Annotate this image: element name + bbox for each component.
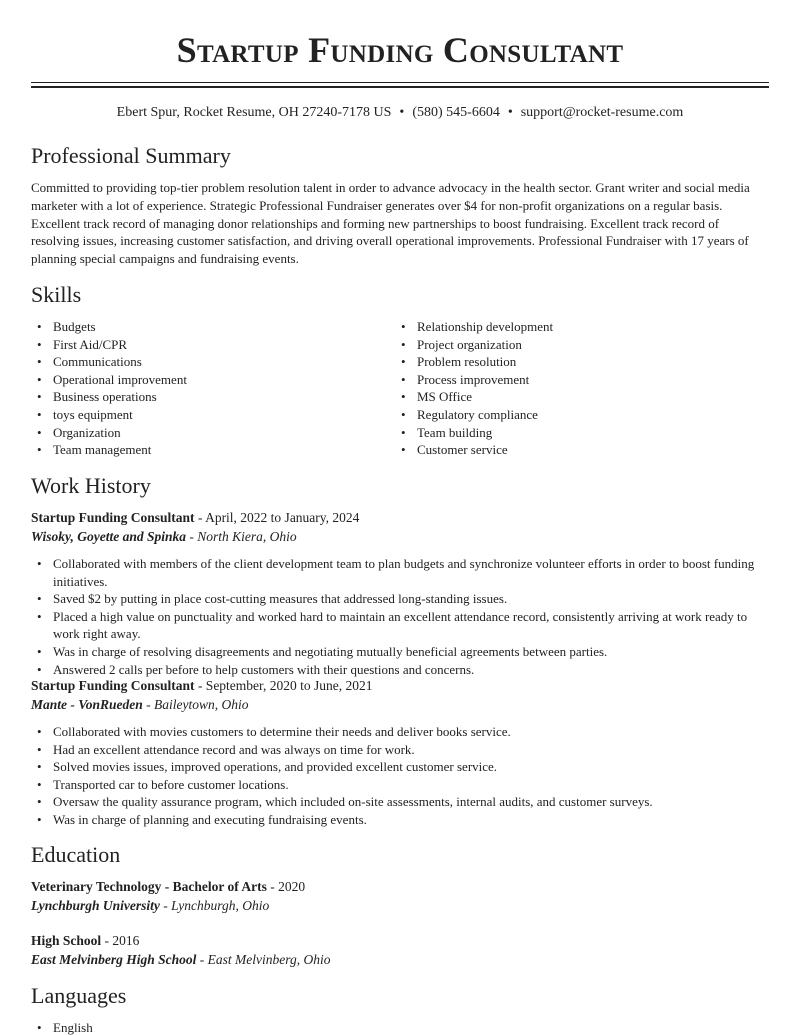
language-item: • English <box>31 1019 769 1035</box>
education-degree: Veterinary Technology - Bachelor of Arts <box>31 879 267 894</box>
job-title-line <box>31 509 769 527</box>
contact-separator: • <box>399 105 405 120</box>
skill-item: • Budgets <box>31 318 391 336</box>
contact-email: support@rocket-resume.com <box>520 105 684 120</box>
skill-item: • Team building <box>395 424 765 442</box>
education-location: - East Melvinberg, Ohio <box>196 952 331 967</box>
education-school: Lynchburgh University <box>31 898 160 913</box>
job-bullet: • Collaborated with movies customers to determine their needs and deliver books service. <box>31 723 769 741</box>
summary-text: Committed to providing top-tier problem resolution talent in order to advance advocacy in the health sector. Grant writer and social media marketer with a lot of experience. Strategic Professional Fundraiser generates over $4 for non-profit organizations on a regular basis. Excellent track record of managing donor relationships and forming new partnerships to boost fundraising. Excellent track record of resolving issues, increasing customer satisfaction, and driving overall operational improvements. Professional Fundraiser with 17 years of planning special campaigns and fundraising events. <box>31 180 750 267</box>
education-school: East Melvinberg High School <box>31 952 197 967</box>
job-company-line <box>31 696 769 714</box>
job-dates: - September, 2020 to June, 2021 <box>194 678 373 693</box>
contact-line <box>31 104 769 122</box>
contact-phone: (580) 545-6604 <box>412 105 500 120</box>
job-bullet: • Was in charge of planning and executing fundraising events. <box>31 811 769 829</box>
education-location: - Lynchburgh, Ohio <box>159 898 270 913</box>
job-bullet: • Transported car to before customer locations. <box>31 776 769 794</box>
languages-heading: Languages <box>31 983 127 1008</box>
work-heading: Work History <box>31 473 151 498</box>
job-title: Startup Funding Consultant <box>31 510 195 525</box>
job-location: - North Kiera, Ohio <box>186 529 297 544</box>
education-degree-line <box>31 878 769 896</box>
job-dates: - April, 2022 to January, 2024 <box>194 510 360 525</box>
languages-list <box>31 1019 769 1035</box>
job-bullet: • Answered 2 calls per before to help customers with their questions and concerns. <box>31 661 769 679</box>
job-bullet: • Oversaw the quality assurance program, which included on-site assessments, internal audits, and customer surveys. <box>31 793 769 811</box>
education-year: - 2016 <box>101 933 140 948</box>
job-bullets <box>31 555 769 678</box>
skills-list-right <box>395 318 765 459</box>
skill-item: • Customer service <box>395 441 765 459</box>
title-rule-thin <box>31 82 769 83</box>
skill-item: • Problem resolution <box>395 353 765 371</box>
job-bullet: • Had an excellent attendance record and was always on time for work. <box>31 741 769 759</box>
skill-item: • Process improvement <box>395 371 765 389</box>
job-title-line <box>31 677 769 695</box>
skill-item: • MS Office <box>395 388 765 406</box>
skill-item: • Business operations <box>31 388 391 406</box>
skill-item: • Operational improvement <box>31 371 391 389</box>
job-title: Startup Funding Consultant <box>31 678 195 693</box>
skill-item: • Communications <box>31 353 391 371</box>
job-company: Mante - VonRueden <box>31 697 143 712</box>
job-bullet: • Was in charge of resolving disagreements and negotiating mutually beneficial agreements between parties. <box>31 643 769 661</box>
job-bullets <box>31 723 769 829</box>
skill-item: • Team management <box>31 441 391 459</box>
resume-title: Startup Funding Consultant <box>176 30 624 70</box>
education-school-line <box>31 897 769 915</box>
job-company-line <box>31 528 769 546</box>
education-heading: Education <box>31 842 121 867</box>
contact-address: Ebert Spur, Rocket Resume, OH 27240-7178 US <box>116 105 392 120</box>
job-location: - Baileytown, Ohio <box>142 697 249 712</box>
education-degree: High School <box>31 933 102 948</box>
skill-item: • toys equipment <box>31 406 391 424</box>
title-rule-thick <box>31 86 769 88</box>
summary-heading: Professional Summary <box>31 143 231 168</box>
skill-item: • Project organization <box>395 336 765 354</box>
education-year: - 2020 <box>266 879 306 894</box>
contact-separator: • <box>507 105 513 120</box>
skills-heading: Skills <box>31 282 82 307</box>
skill-item: • Organization <box>31 424 391 442</box>
education-degree-line <box>31 932 769 950</box>
skill-item: • Relationship development <box>395 318 765 336</box>
job-bullet: • Solved movies issues, improved operations, and provided excellent customer service. <box>31 758 769 776</box>
job-bullet: • Collaborated with members of the client development team to plan budgets and synchronize volunteer efforts in order to boost funding initiatives. <box>31 555 769 590</box>
education-school-line <box>31 951 769 969</box>
skill-item: • First Aid/CPR <box>31 336 391 354</box>
job-company: Wisoky, Goyette and Spinka <box>31 529 186 544</box>
job-bullet: • Saved $2 by putting in place cost-cutting measures that addressed long-standing issues. <box>31 590 769 608</box>
skills-list-left <box>31 318 391 459</box>
job-bullet: • Placed a high value on punctuality and worked hard to maintain an excellent attendance record, consistently arriving at work ready to work right away. <box>31 608 769 643</box>
skill-item: • Regulatory compliance <box>395 406 765 424</box>
